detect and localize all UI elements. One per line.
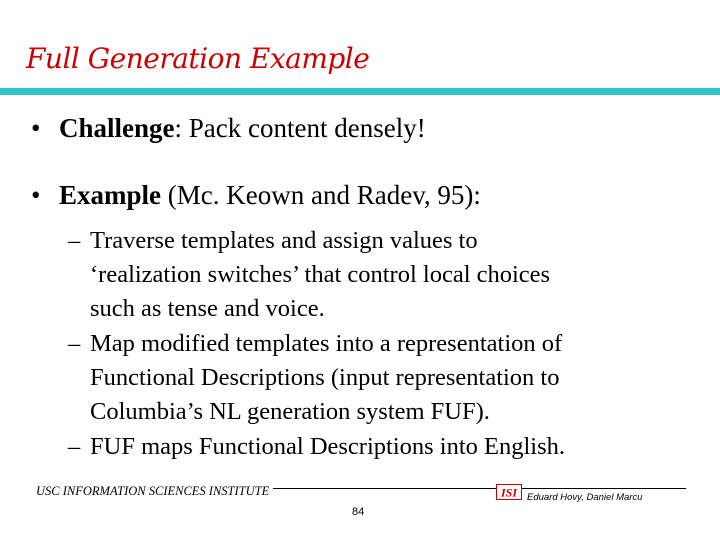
isi-logo-icon bbox=[496, 484, 522, 500]
title-rule bbox=[0, 88, 720, 95]
footer-authors: Eduard Hovy, Daniel Marcu bbox=[527, 492, 643, 503]
slide-title: Full Generation Example bbox=[26, 42, 370, 75]
dash-marker: – bbox=[68, 330, 81, 357]
subitem-line: Columbia’s NL generation system FUF). bbox=[90, 398, 490, 425]
subitem-line: ‘realization switches’ that control local choices bbox=[90, 261, 551, 288]
subitem-fuf bbox=[68, 430, 565, 464]
bullet-dot: • bbox=[31, 180, 41, 210]
subitem-line bbox=[68, 327, 562, 361]
subitem-line bbox=[68, 224, 550, 258]
subitem-map bbox=[68, 327, 562, 429]
bullet-text: (Mc. Keown and Radev, 95): bbox=[161, 180, 481, 210]
bullet-example bbox=[31, 179, 481, 211]
isi-logo-text: ISI bbox=[500, 485, 518, 500]
bullet-challenge bbox=[31, 112, 426, 144]
subitem-text: Map modified templates into a representation of bbox=[90, 330, 563, 357]
isi-logo bbox=[496, 484, 522, 500]
footer-institute: USC INFORMATION SCIENCES INSTITUTE bbox=[36, 484, 273, 499]
bullet-bold-label: Example bbox=[59, 180, 162, 210]
subitem-text: FUF maps Functional Descriptions into English. bbox=[90, 433, 566, 460]
subitem-line bbox=[68, 430, 565, 464]
bullet-bold-label: Challenge bbox=[59, 113, 175, 143]
subitem-text: Traverse templates and assign values to bbox=[90, 227, 478, 254]
dash-marker: – bbox=[68, 227, 81, 254]
subitem-traverse bbox=[68, 224, 550, 326]
bullet-text: : Pack content densely! bbox=[174, 113, 426, 143]
subitem-line: Functional Descriptions (input representation to bbox=[90, 364, 560, 391]
bullet-dot: • bbox=[31, 113, 41, 143]
dash-marker: – bbox=[68, 433, 81, 460]
page-number: 84 bbox=[352, 506, 365, 518]
subitem-line: such as tense and voice. bbox=[90, 295, 325, 322]
